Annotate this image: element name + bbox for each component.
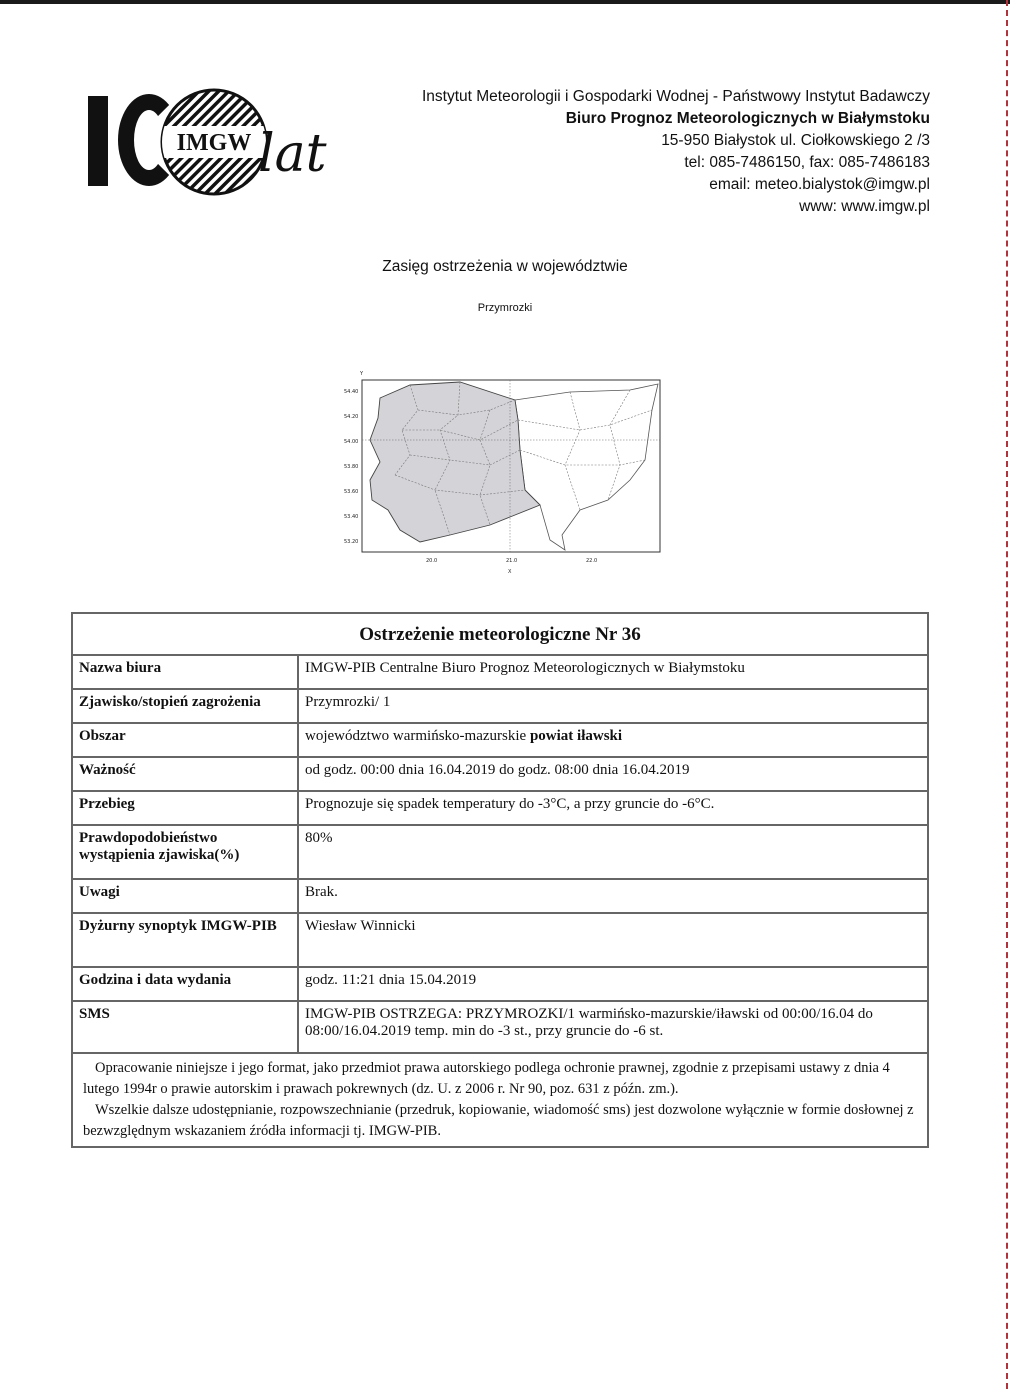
row-label: Ważność bbox=[72, 757, 298, 791]
table-row bbox=[72, 655, 928, 689]
page-side-border bbox=[1006, 0, 1008, 1389]
row-label: Przebieg bbox=[72, 791, 298, 825]
row-label: Nazwa biura bbox=[72, 655, 298, 689]
row-label: Uwagi bbox=[72, 879, 298, 913]
map-region-east bbox=[515, 384, 658, 550]
map-x-axis-letter: X bbox=[508, 569, 512, 575]
row-value-remarks: Brak. bbox=[298, 879, 928, 913]
map-y-tick: 54.40 bbox=[344, 389, 359, 395]
map-x-tick: 22.0 bbox=[586, 558, 598, 564]
row-label: Prawdopodobieństwo wystąpienia zjawiska(%) bbox=[72, 825, 298, 879]
map-y-tick: 53.20 bbox=[344, 539, 359, 545]
row-value-validity: od godz. 00:00 dnia 16.04.2019 do godz. 08:00 dnia 16.04.2019 bbox=[298, 757, 928, 791]
table-row bbox=[72, 1053, 928, 1147]
map-x-tick: 20.0 bbox=[426, 558, 438, 564]
map-region-warned bbox=[370, 382, 540, 542]
warning-table bbox=[71, 612, 929, 1148]
distribution-paragraph: Wszelkie dalsze udostępnianie, rozpowszechnianie (przedruk, kopiowanie, wiadomość sms) jest dozwolone wyłącznie w formie dosłownej z bezwzględnym wskazaniem źródła informacji tj. IMGW-PIB. bbox=[83, 1102, 914, 1139]
row-label: Godzina i data wydania bbox=[72, 967, 298, 1001]
map-y-tick: 53.40 bbox=[344, 514, 359, 520]
map-y-tick: 54.20 bbox=[344, 414, 359, 420]
office-website[interactable]: www: www.imgw.pl bbox=[799, 198, 930, 215]
map-x-tick: 21.0 bbox=[506, 558, 518, 564]
table-row bbox=[72, 879, 928, 913]
row-label: Zjawisko/stopień zagrożenia bbox=[72, 689, 298, 723]
row-label: Dyżurny synoptyk IMGW-PIB bbox=[72, 913, 298, 967]
row-label: SMS bbox=[72, 1001, 298, 1053]
warning-title: Ostrzeżenie meteorologiczne Nr 36 bbox=[72, 613, 928, 655]
row-value-forecaster: Wiesław Winnicki bbox=[298, 913, 928, 967]
office-address: 15-950 Białystok ul. Ciołkowskiego 2 /3 bbox=[661, 132, 930, 149]
table-row bbox=[72, 689, 928, 723]
row-value-area bbox=[298, 723, 928, 757]
office-phone-fax: tel: 085-7486150, fax: 085-7486183 bbox=[684, 154, 930, 171]
office-name: Biuro Prognoz Meteorologicznych w Białymstoku bbox=[565, 110, 930, 127]
warning-range-map bbox=[340, 370, 670, 580]
logo-imgw-text: IMGW bbox=[176, 130, 252, 156]
logo-digit-one bbox=[88, 96, 108, 186]
map-title: Zasięg ostrzeżenia w województwie bbox=[382, 258, 628, 275]
copyright-paragraph: Opracowanie niniejsze i jego format, jako przedmiot prawa autorskiego podlega ochronie prawnej, zgodnie z przepisami ustawy z dnia 4 lutego 1994r o prawie autorskim i prawach pokrewnych (dz. U. z 2006 r. Nr 90, poz. 631 z późn. zm.). bbox=[83, 1060, 890, 1097]
area-county: powiat iławski bbox=[529, 728, 623, 744]
table-row bbox=[72, 825, 928, 879]
page-top-border bbox=[0, 0, 1010, 4]
table-row bbox=[72, 913, 928, 967]
copyright-notice bbox=[72, 1053, 928, 1147]
map-y-tick: 54.00 bbox=[344, 439, 359, 445]
map-y-tick: 53.80 bbox=[344, 464, 359, 470]
row-value-office: IMGW-PIB Centralne Biuro Prognoz Meteorologicznych w Białymstoku bbox=[298, 655, 928, 689]
imgw-logo-icon bbox=[160, 88, 268, 196]
table-row bbox=[72, 757, 928, 791]
table-row bbox=[72, 791, 928, 825]
imgw-100-lat-logo bbox=[88, 88, 328, 198]
table-row bbox=[72, 1001, 928, 1053]
row-value-course: Prognozuje się spadek temperatury do -3°C, a przy gruncie do -6°C. bbox=[298, 791, 928, 825]
row-value-probability: 80% bbox=[298, 825, 928, 879]
institution-header bbox=[422, 86, 930, 218]
office-email[interactable]: email: meteo.bialystok@imgw.pl bbox=[709, 176, 930, 193]
logo-lat-text: lat bbox=[258, 124, 327, 184]
table-row bbox=[72, 967, 928, 1001]
table-row bbox=[72, 723, 928, 757]
map-y-tick: 53.60 bbox=[344, 489, 359, 495]
row-value-issued: godz. 11:21 dnia 15.04.2019 bbox=[298, 967, 928, 1001]
row-label: Obszar bbox=[72, 723, 298, 757]
area-voivodeship: województwo warmińsko-mazurskie bbox=[305, 728, 530, 744]
map-phenomenon-caption: Przymrozki bbox=[477, 302, 533, 314]
map-y-axis-letter: Y bbox=[360, 371, 364, 377]
institution-name: Instytut Meteorologii i Gospodarki Wodnej - Państwowy Instytut Badawczy bbox=[422, 88, 930, 105]
row-value-phenomenon: Przymrozki/ 1 bbox=[298, 689, 928, 723]
row-value-sms: IMGW-PIB OSTRZEGA: PRZYMROZKI/1 warmińsko-mazurskie/iławski od 00:00/16.04 do 08:00/16.04.2019 temp. min do -3 st., przy gruncie do -6 st. bbox=[298, 1001, 928, 1053]
